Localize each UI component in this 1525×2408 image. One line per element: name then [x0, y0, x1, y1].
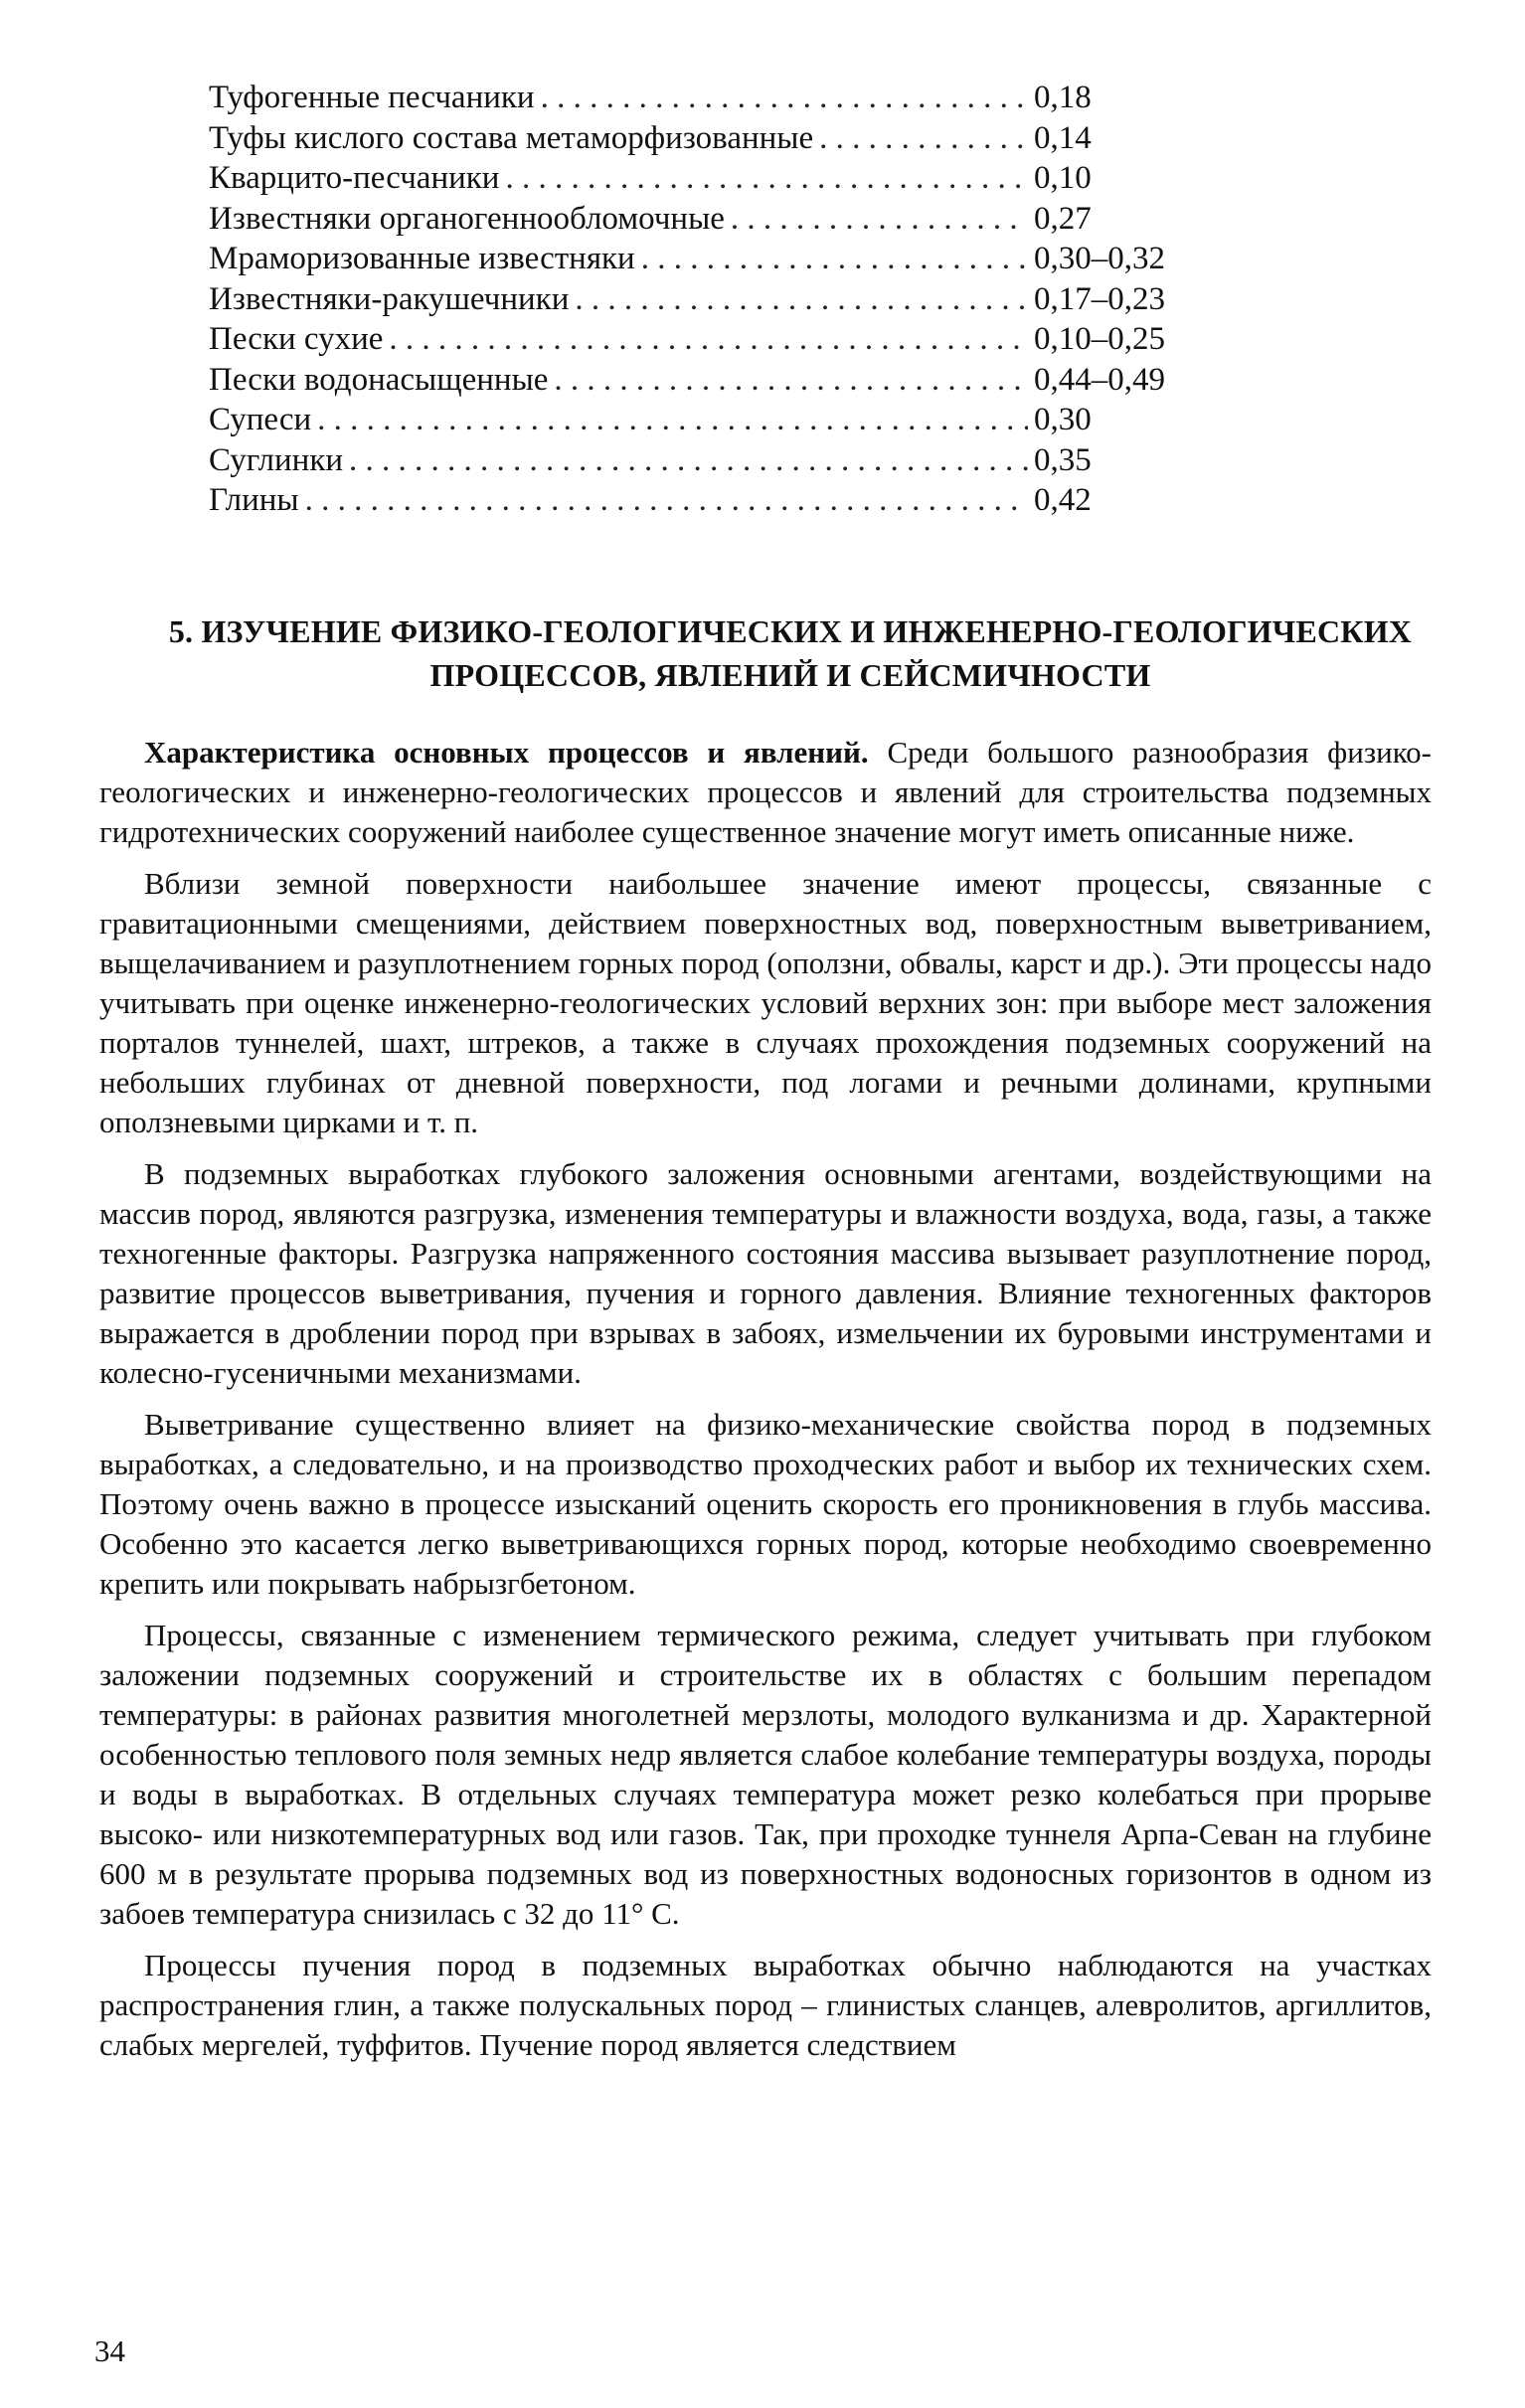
rock-name: Суглинки — [209, 441, 344, 478]
rock-name: Пески сухие — [209, 321, 384, 357]
rock-value: 0,27 — [1034, 200, 1092, 237]
rock-value: 0,30 — [1034, 402, 1092, 437]
table-row — [209, 239, 1282, 279]
paragraph-text: Среди большого разнообразия физико-геологических и инженерно-геологических процессов и явлений для строительства подземных гидротехнических сооружений наиболее существенное значение могут иметь описанные ниже. — [99, 735, 1433, 849]
properties-table — [209, 78, 1282, 521]
rock-name: Туфы кислого состава метаморфизованные — [209, 119, 814, 156]
table-row — [209, 360, 1282, 401]
rock-name: Глины — [209, 482, 299, 518]
rock-value: 0,42 — [1034, 482, 1092, 518]
table-row — [209, 279, 1282, 320]
rock-name: Туфогенные песчаники — [209, 80, 535, 115]
paragraph: Процессы пучения пород в подземных выработках обычно наблюдаются на участках распространения глин, а также полускальных пород – глинистых сланцев, алевролитов, аргиллитов, слабых мергелей, туффитов. Пучение пород является следствием — [99, 1948, 1432, 2062]
rock-value: 0,10 — [1034, 160, 1092, 196]
rock-name: Известняки органогеннообломочные — [209, 200, 725, 237]
table-row — [209, 400, 1282, 440]
paragraph-lead: Характеристика основных процессов и явлений. — [144, 735, 869, 770]
rock-value: 0,14 — [1034, 119, 1092, 156]
section-heading — [129, 609, 1451, 697]
paragraph: В подземных выработках глубокого заложения основными агентами, воздействующими на массив пород, являются разгрузка, изменения температуры и влажности воздуха, вода, газы, а также техногенные факторы. Разгрузка напряженного состояния массива вызывает разуплотнение пород, развитие процессов выветривания, пучения и горного давления. Влияние техногенных факторов выражается в дроблении пород при взрывах в забоях, измельчении их буровыми инструментами и колесно-гусеничными механизмами. — [99, 1156, 1432, 1390]
rock-value: 0,18 — [1034, 80, 1092, 115]
section-heading-line2: ПРОЦЕССОВ, ЯВЛЕНИЙ И СЕЙСМИЧНОСТИ — [429, 657, 1151, 693]
table-row — [209, 440, 1282, 481]
page-number: 34 — [94, 2333, 125, 2368]
table-row — [209, 78, 1282, 118]
table-row — [209, 199, 1282, 240]
rock-name: Известняки-ракушечники — [209, 280, 570, 317]
paragraph — [99, 733, 1432, 852]
section-heading-line1: 5. ИЗУЧЕНИЕ ФИЗИКО-ГЕОЛОГИЧЕСКИХ И ИНЖЕНЕРНО-ГЕОЛОГИЧЕСКИХ — [168, 613, 1413, 649]
rock-name: Супеси — [209, 402, 312, 437]
table-row — [209, 158, 1282, 199]
paragraph: Процессы, связанные с изменением термического режима, следует учитывать при глубоком заложении подземных сооружений и строительстве их в областях с большим перепадом температуры: в районах развития многолетней мерзлоты, молодого вулканизма и др. Характерной особенностью теплового поля земных недр является слабое колебание температуры воздуха, породы и воды в выработках. В отдельных случаях температура может резко колебаться при прорыве высоко- или низкотемпературных вод или газов. Так, при проходке туннеля Арпа-Севан на глубине 600 м в результате прорыва подземных вод из поверхностных водоносных горизонтов в одном из забоев температура снизилась с 32 до 11° С. — [99, 1618, 1432, 1931]
paragraph: Выветривание существенно влияет на физико-механические свойства пород в подземных выработках, а следовательно, и на производство проходческих работ и выбор их технических схем. Поэтому очень важно в процессе изысканий оценить скорость его проникновения в глубь массива. Особенно это касается легко выветривающихся горных пород, которые необходимо своевременно крепить или покрывать набрызгбетоном. — [99, 1407, 1432, 1601]
table-row — [209, 480, 1282, 521]
table-row — [209, 118, 1282, 159]
rock-name: Пески водонасыщенные — [209, 361, 549, 398]
rock-value: 0,10–0,25 — [1034, 321, 1165, 357]
body-text — [99, 733, 1432, 2077]
rock-value: 0,30–0,32 — [1034, 241, 1165, 276]
rock-value: 0,35 — [1034, 441, 1092, 478]
rock-value: 0,17–0,23 — [1034, 280, 1165, 317]
paragraph: Вблизи земной поверхности наибольшее значение имеют процессы, связанные с гравитационными смещениями, действием поверхностных вод, поверхностным выветриванием, выщелачиванием и разуплотнением горных пород (оползни, обвалы, карст и др.). Эти процессы надо учитывать при оценке инженерно-геологических условий верхних зон: при выборе мест заложения порталов туннелей, шахт, штреков, а также в случаях прохождения подземных сооружений на небольших глубинах от дневной поверхности, под логами и речными долинами, крупными оползневыми цирками и т. п. — [99, 866, 1432, 1139]
table-row — [209, 319, 1282, 360]
rock-name: Мраморизованные известняки — [209, 241, 635, 276]
rock-name: Кварцито-песчаники — [209, 160, 500, 196]
rock-value: 0,44–0,49 — [1034, 361, 1165, 398]
